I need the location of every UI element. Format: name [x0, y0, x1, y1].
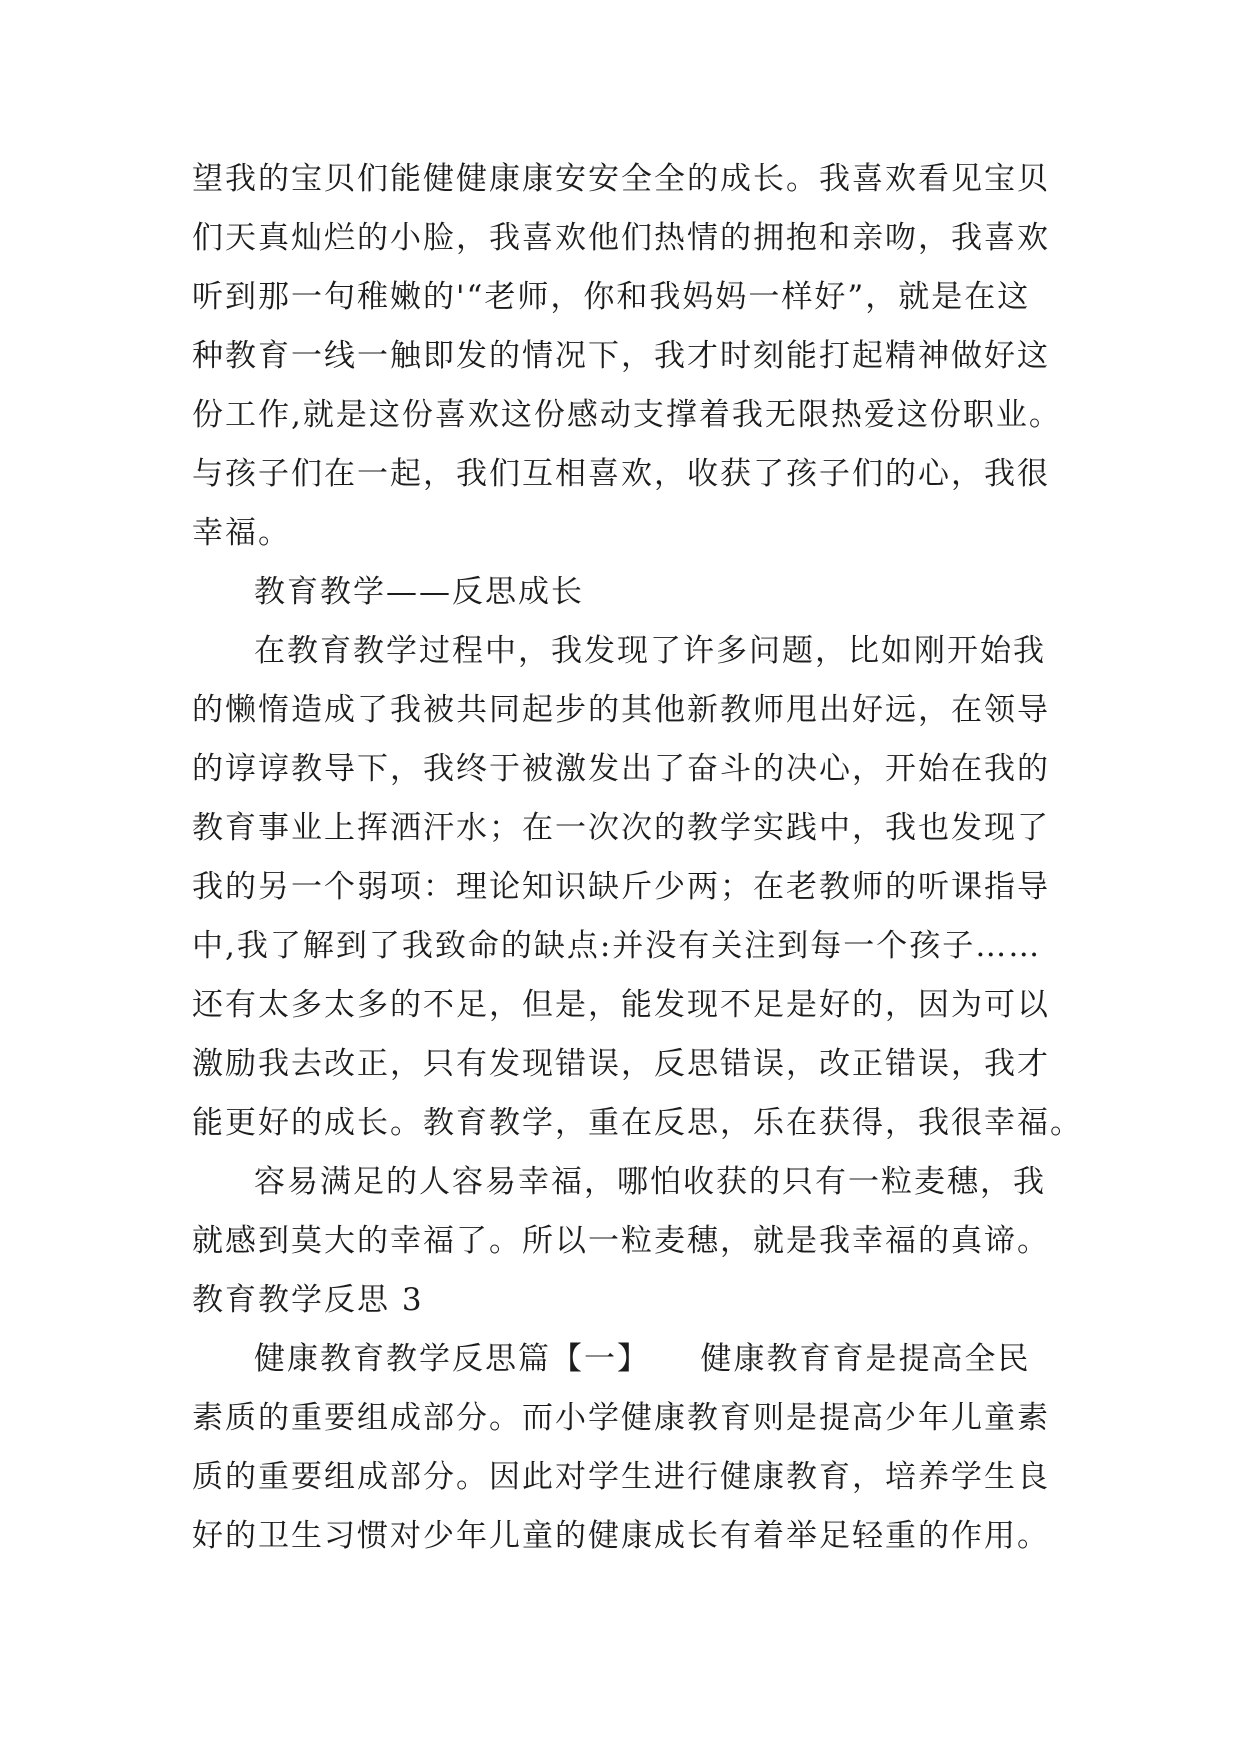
- text-line: 在教育教学过程中，我发现了许多问题，比如刚开始我: [254, 633, 1046, 669]
- text-line: 们天真灿烂的小脸，我喜欢他们热情的拥抱和亲吻，我喜欢: [192, 220, 1050, 256]
- text-line: 素质的重要组成部分。而小学健康教育则是提高少年儿童素: [192, 1400, 1050, 1436]
- text-line: 健康教育教学反思篇【一】 健康教育育是提高全民: [254, 1341, 1031, 1377]
- text-line: 还有太多太多的不足，但是，能发现不足是好的，因为可以: [192, 987, 1050, 1023]
- text-line: 的懒惰造成了我被共同起步的其他新教师甩出好远，在领导: [192, 692, 1050, 728]
- section-heading: 教育教学——反思成长: [254, 574, 584, 610]
- text-line: 种教育一线一触即发的情况下，我才时刻能打起精神做好这: [192, 338, 1050, 374]
- text-line: 望我的宝贝们能健健康康安安全全的成长。我喜欢看见宝贝: [192, 161, 1050, 197]
- text-line: 与孩子们在一起，我们互相喜欢，收获了孩子们的心，我很: [192, 456, 1050, 492]
- text-line: 幸福。: [192, 515, 291, 551]
- document-body: [192, 150, 1083, 1566]
- section-title: 教育教学反思 3: [192, 1282, 424, 1318]
- text-line: 份工作,就是这份喜欢这份感动支撑着我无限热爱这份职业。: [192, 397, 1062, 433]
- text-line: 容易满足的人容易幸福，哪怕收获的只有一粒麦穗，我: [254, 1164, 1046, 1200]
- text-line: 激励我去改正，只有发现错误，反思错误，改正错误，我才: [192, 1046, 1050, 1082]
- text-line: 教育事业上挥洒汗水；在一次次的教学实践中，我也发现了: [192, 810, 1050, 846]
- text-line: 我的另一个弱项：理论知识缺斤少两；在老教师的听课指导: [192, 869, 1050, 905]
- text-line: 好的卫生习惯对少年儿童的健康成长有着举足轻重的作用。: [192, 1518, 1050, 1554]
- text-line: 质的重要组成部分。因此对学生进行健康教育，培养学生良: [192, 1459, 1050, 1495]
- text-line: 就感到莫大的幸福了。所以一粒麦穗，就是我幸福的真谛。: [192, 1223, 1050, 1259]
- text-line: 的谆谆教导下，我终于被激发出了奋斗的决心，开始在我的: [192, 751, 1050, 787]
- text-line: 能更好的成长。教育教学，重在反思，乐在获得，我很幸福。: [192, 1105, 1083, 1141]
- text-line: 听到那一句稚嫩的'“老师，你和我妈妈一样好”，就是在这: [192, 279, 1031, 315]
- text-line: 中,我了解到了我致命的缺点:并没有关注到每一个孩子……: [192, 928, 1042, 964]
